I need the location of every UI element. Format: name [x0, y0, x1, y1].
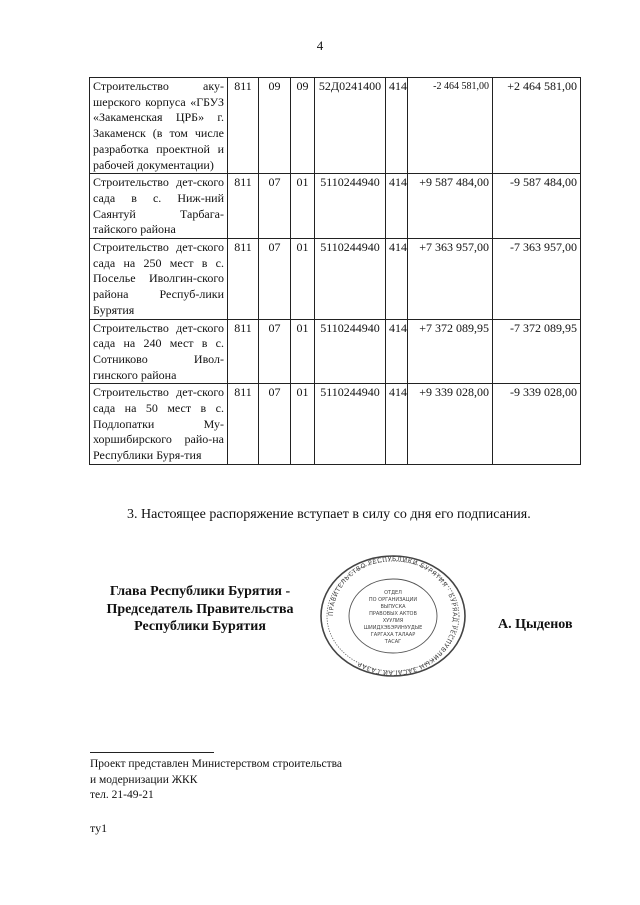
signatory-position	[90, 583, 310, 636]
target-article-cell: 5110244940	[315, 319, 386, 384]
ministry-code-cell: 811	[228, 319, 259, 384]
seal-inner-line: ШИИДХЭБЭРИНУУДЫЕ	[363, 625, 423, 631]
object-name-cell: Строительство дет-ского сада на 240 мест в с. Сотниково Ивол-гинского района	[90, 319, 228, 384]
official-seal	[318, 554, 468, 678]
seal-inner-line: ГАРГАХА ТАЛААР	[370, 632, 416, 638]
section-code-cell: 07	[259, 239, 291, 320]
section-code-cell: 07	[259, 174, 291, 239]
expense-type-cell: 414	[386, 78, 408, 174]
subsection-code-cell: 09	[291, 78, 315, 174]
footnote-line: и модернизации ЖКК	[90, 773, 198, 786]
amount-change-cell: -7 363 957,00	[493, 239, 581, 320]
seal-outer-text: ПРАВИТЕЛЬСТВО РЕСПУБЛИКИ БУРЯТИЯ · БУРЯАД РЕСПУБЛИКЫН ЗАСАГАЙ ГАЗАР	[327, 555, 459, 677]
ministry-code-cell: 811	[228, 174, 259, 239]
amount-change-cell: +9 339 028,00	[408, 384, 493, 465]
table-row	[90, 239, 581, 320]
page-number: 4	[316, 38, 324, 53]
object-name-cell: Строительство аку-шерского корпуса «ГБУЗ «Закаменская ЦРБ» г. Закаменск (в том числе разработка проектной и рабочей документации)	[90, 78, 228, 174]
expense-type-cell: 414	[386, 239, 408, 320]
table-row	[90, 78, 581, 174]
object-name-cell: Строительство дет-ского сада в с. Ниж-ний Саянтуй Тарбага-тайского района	[90, 174, 228, 239]
effective-date-paragraph: 3. Настоящее распоряжение вступает в силу со дня его подписания.	[127, 507, 531, 522]
section-code-cell: 09	[259, 78, 291, 174]
seal-inner-line: ПО ОРГАНИЗАЦИИ	[368, 597, 418, 603]
footnote-line: Проект представлен Министерством строительства	[90, 758, 343, 770]
position-line: Глава Республики Бурятия -	[109, 584, 291, 599]
ministry-code-cell: 811	[228, 78, 259, 174]
expense-type-cell: 414	[386, 384, 408, 465]
amount-change-cell: -9 587 484,00	[493, 174, 581, 239]
seal-inner-line: ХУУЛИЯ	[382, 618, 404, 624]
footnote	[90, 757, 342, 804]
seal-inner-line: ОТДЕЛ	[384, 590, 402, 596]
object-name-cell: Строительство дет-ского сада на 50 мест в с. Подлопатки Му-хоршибирского райо-на Республики Буря-тия	[90, 384, 228, 465]
subsection-code-cell: 01	[291, 239, 315, 320]
footnote-divider	[90, 752, 214, 753]
target-article-cell: 5110244940	[315, 384, 386, 465]
budget-table	[89, 77, 581, 465]
expense-type-cell: 414	[386, 319, 408, 384]
amount-change-cell: +7 363 957,00	[408, 239, 493, 320]
ministry-code-cell: 811	[228, 384, 259, 465]
subsection-code-cell: 01	[291, 174, 315, 239]
subsection-code-cell: 01	[291, 319, 315, 384]
position-line: Республики Бурятия	[134, 619, 266, 634]
amount-change-cell: -2 464 581,00	[408, 78, 493, 174]
object-name-cell: Строительство дет-ского сада на 250 мест в с. Поселье Иволгин-ского района Респуб-лики Бурятия	[90, 239, 228, 320]
amount-change-cell: +7 372 089,95	[408, 319, 493, 384]
target-article-cell: 5110244940	[315, 174, 386, 239]
section-code-cell: 07	[259, 319, 291, 384]
footnote-line: тел. 21-49-21	[90, 789, 154, 801]
seal-inner-line: ВЫПУСКА	[380, 604, 406, 610]
subsection-code-cell: 01	[291, 384, 315, 465]
target-article-cell: 52Д0241400	[315, 78, 386, 174]
amount-change-cell: +2 464 581,00	[493, 78, 581, 174]
table-row	[90, 319, 581, 384]
ministry-code-cell: 811	[228, 239, 259, 320]
executor-initials: ту1	[90, 821, 108, 835]
amount-change-cell: -9 339 028,00	[493, 384, 581, 465]
table-row	[90, 174, 581, 239]
section-code-cell: 07	[259, 384, 291, 465]
expense-type-cell: 414	[386, 174, 408, 239]
seal-inner-line: ПРАВОВЫХ АКТОВ	[369, 611, 417, 617]
signer-name: А. Цыденов	[498, 617, 573, 632]
amount-change-cell: +9 587 484,00	[408, 174, 493, 239]
table-row	[90, 384, 581, 465]
amount-change-cell: -7 372 089,95	[493, 319, 581, 384]
target-article-cell: 5110244940	[315, 239, 386, 320]
seal-inner-line: ТАСАГ	[384, 639, 402, 645]
position-line: Председатель Правительства	[106, 601, 294, 617]
